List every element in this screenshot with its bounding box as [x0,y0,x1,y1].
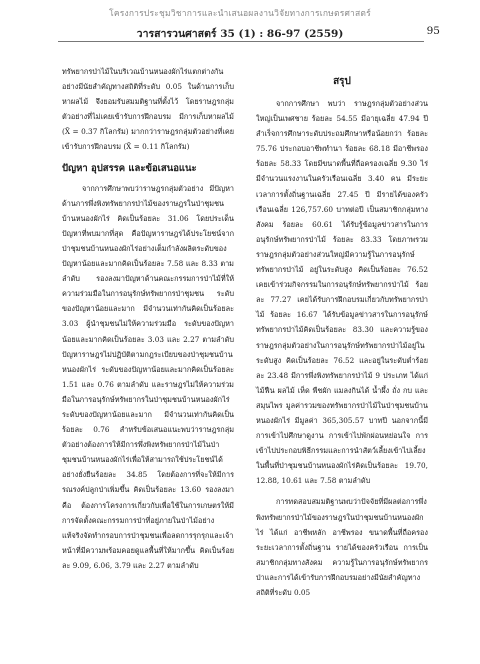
page-number: 95 [426,25,440,37]
continued-paragraph: ทรัพยากรป่าไม้ในบริเวณบ้านหนองผักไร่แตกต่างกันอย่างมีนัยสำคัญทางสถิติที่ระดับ 0.05 ในด้านการเก็บหาผลไม้ จึงยอมรับสมมติฐานที่ตั้งไว้ โดยราษฎรกลุ่มตัวอย่างที่ไม่เคยเข้ารับการฝึกอบรม มีการเก็บหาผลไม้ (X̄ = 0.37 กิโลกรัม) มากกว่าราษฎรกลุ่มตัวอย่างที่เคยเข้ารับการฝึกอบรม (X̄ = 0.11 กิโลกรัม) [62,67,234,152]
running-head: โครงการประชุมวิชาการและนำเสนอผลงานวิจัยทางการเกษตรศาสตร์ [109,9,371,19]
left-column [62,64,234,579]
journal-citation: วารสารวนศาสตร์ 35 (1) : 86-97 (2559) [136,28,344,40]
right-column [256,74,428,606]
header-rule [58,41,424,42]
problems-paragraph: จากการศึกษาพบว่าราษฎรกลุ่มตัวอย่าง มีปัญหาด้านการพึ่งพิงทรัพยากรป่าไม้ของราษฎรในป่าชุมชนบ้านหนองผักไร่ คิดเป็นร้อยละ 31.06 โดยประเด็นปัญหาที่พบมากที่สุด คือปัญหาราษฎรได้ประโยชน์จากป่าชุมชนบ้านหนองผักไร่อย่างเต็มกำลังผลิตระดับของปัญหาน้อยและมากคิดเป็นร้อยละ 7.58 และ 8.33 ตามลำดับ รองลงมาปัญหาด้านคณะกรรมการป่าไม้ที่ให้ความร่วมมือในการอนุรักษ์ทรัพยากรป่าชุมชน ระดับของปัญหาน้อยและมาก มีจำนวนเท่ากันคิดเป็นร้อยละ 3.03 ผู้นำชุมชนไม่ให้ความร่วมมือ ระดับของปัญหาน้อยและมากคิดเป็นร้อยละ 3.03 และ 2.27 ตามลำดับ ปัญหาราษฎรไม่ปฏิบัติตามกฎระเบียบของป่าชุมชนบ้านหนองผักไร่ ระดับของปัญหาน้อยและมากคิดเป็นร้อยละ 1.51 และ 0.76 ตามลำดับ และราษฎรไม่ให้ความร่วมมือในการอนุรักษ์ทรัพยากรในป่าชุมชนบ้านหนองผักไร่ ระดับของปัญหาน้อยและมาก มีจำนวนเท่ากันคิดเป็นร้อยละ 0.76 สำหรับข้อเสนอแนะพบว่าราษฎรกลุ่มตัวอย่างต้องการให้มีการพึ่งพิงทรัพยากรป่าไม้ในป่าชุมชนบ้านหนองผักไร่เพื่อให้สามารถใช้ประโยชน์ได้อย่างยั่งยืนร้อยละ 34.85 โดยต้องการที่จะให้มีการรณรงค์ปลูกป่าเพิ่มขึ้น คิดเป็นร้อยละ 13.60 รองลงมาคือ ต้องการโครงการเกี่ยวกับเพื่อใช้ในการเกษตรให้มีการจัดตั้งคณะกรรมการป่าที่อยู่ภายในป่าไม้อย่างแท้จริงจัดทำกรอบการป่าชุมชนเพื่อลดการรุกรุกและเจ้าหน้าที่มีความพร้อมคอยดูแลพื้นที่ให้มากขึ้น คิดเป็นร้อยละ 9.09, 6.06, 3.79 และ 2.27 ตามลำดับ [62,183,234,570]
summary-paragraph: จากการศึกษา พบว่า ราษฎรกลุ่มตัวอย่างส่วนใหญ่เป็นเพศชาย ร้อยละ 54.55 มีอายุเฉลี่ย 47.94 ปี สำเร็จการศึกษาระดับประถมศึกษาหรือน้อยกว่า ร้อยละ 75.76 ประกอบอาชีพทำนา ร้อยละ 68.18 มีอาชีพรอง ร้อยละ 58.33 โดยมีขนาดพื้นที่ถือครองเฉลี่ย 9.30 ไร่ มีจำนวนแรงงานในครัวเรือนเฉลี่ย 3.40 คน มีระยะเวลาการตั้งถิ่นฐานเฉลี่ย 27.45 ปี มีรายได้ของครัวเรือนเฉลี่ย 126,757.60 บาทต่อปี เป็นสมาชิกกลุ่มทางสังคม ร้อยละ 60.61 ได้รับรู้ข้อมูลข่าวสารในการอนุรักษ์ทรัพยากรป่าไม้ ร้อยละ 83.33 โดยภาพรวมราษฎรกลุ่มตัวอย่างส่วนใหญ่มีความรู้ในการอนุรักษ์ทรัพยากรป่าไม้ อยู่ในระดับสูง คิดเป็นร้อยละ 76.52 เคยเข้าร่วมกิจกรรมในการอนุรักษ์ทรัพยากรป่าไม้ ร้อยละ 77.27 เคยได้รับการฝึกอบรมเกี่ยวกับทรัพยากรป่าไม้ ร้อยละ 16.67 ได้รับข้อมูลข่าวสารในการอนุรักษ์ทรัพยากรป่าไม้คิดเป็นร้อยละ 83.30 และความรู้ของราษฎรกลุ่มตัวอย่างในการอนุรักษ์ทรัพยากรป่าไม้อยู่ในระดับสูง คิดเป็นร้อยละ 76.52 และอยู่ในระดับต่ำร้อยละ 23.48 มีการพึ่งพิงทรัพยากรป่าไม้ 9 ประเภท ได้แก่ ไม้ฟืน ผลไม้ เห็ด พืชผัก แมลงกินได้ น้ำผึ้ง ถั่ง กบ และสมุนไพร มูลค่ารวมของทรัพยากรป่าไม้ในป่าชุมชนบ้านหนองผักไร่ มีมูลค่า 365,305.57 บาทปี นอกจากนี้มีการเข้าไปศึกษาดูงาน การเข้าไปพักผ่อนหย่อนใจ การเข้าไปประกอบพิธีกรรมและการนำสัตว์เลี้ยงเข้าไปเลี้ยงในพื้นที่ป่าชุมชนบ้านหนองผักไร่คิดเป็นร้อยละ 19.70, 12.88, 10.61 และ 7.58 ตามลำดับ [256,99,428,486]
section-heading-problems: ปัญหา อุปสรรค และข้อเสนอแนะ [62,162,197,174]
hypothesis-paragraph: การทดสอบสมมติฐานพบว่าปัจจัยที่มีผลต่อการพึ่งพิงทรัพยากรป่าไม้ของราษฎรในป่าชุมชนบ้านหนองผักไร่ ได้แก่ อาชีพหลัก อาชีพรอง ขนาดพื้นที่ถือครอง ระยะเวลาการตั้งถิ่นฐาน รายได้ของครัวเรือน การเป็นสมาชิกกลุ่มทางสังคม ความรู้ในการอนุรักษ์ทรัพยากรป่าและการได้เข้ารับการฝึกอบรมอย่างมีนัยสำคัญทางสถิติที่ระดับ 0.05 [256,497,428,597]
section-heading-summary: สรุป [333,76,351,87]
